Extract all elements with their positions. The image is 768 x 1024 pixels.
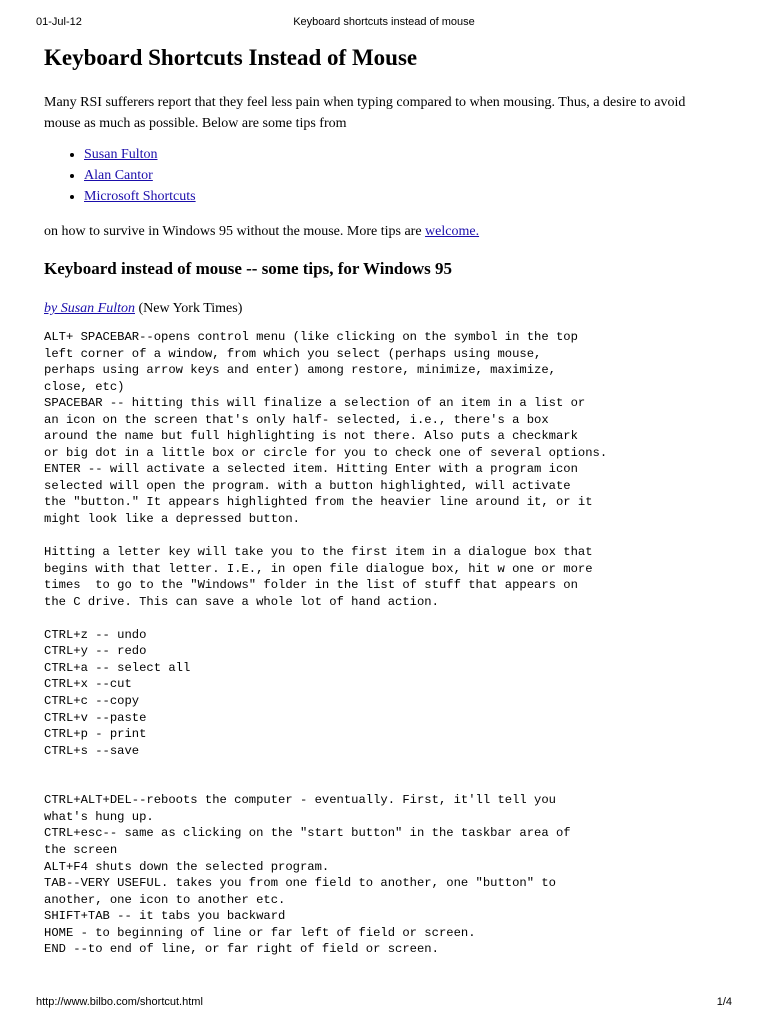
list-item <box>84 144 724 165</box>
link-alan-cantor[interactable]: Alan Cantor <box>84 168 153 183</box>
section-heading: Keyboard instead of mouse -- some tips, for Windows 95 <box>44 259 453 278</box>
link-susan-fulton[interactable]: Susan Fulton <box>84 147 158 162</box>
link-microsoft-shortcuts[interactable]: Microsoft Shortcuts <box>84 189 196 204</box>
outro-text: on how to survive in Windows 95 without the mouse. More tips are <box>44 224 426 239</box>
list-item <box>84 186 724 207</box>
byline-source: (New York Times) <box>135 301 243 316</box>
list-item <box>84 165 724 186</box>
tips-source-list <box>44 144 724 207</box>
byline <box>44 298 724 319</box>
page-number: 1/4 <box>716 996 732 1008</box>
tips-text: ALT+ SPACEBAR--opens control menu (like clicking on the symbol in the top left corner of a window, from which you select (perhaps using mouse, perhaps using arrow keys and enter) among restore, minimize, maximize, close, etc) SPACEBAR -- hitting this will finalize a selection of an item in a list or an icon on the screen that's only half- selected, i.e., there's a box around the name but full highlighting is not there. Also puts a checkmark or big dot in a little box or circle for you to check one of several options. ENTER -- will activate a selected item. Hitting Enter with a program icon selected will open the program. with a button highlighted, will activate the "button." It appears highlighted from the heavier line around it, or it might look like a depressed button. Hitting a letter key will take you to the first item in a dialogue box that begins with that letter. I.E., in open file dialogue box, hit w one or more times to go to the "Windows" folder in the list of stuff that appears on the C drive. This can save a whole lot of hand action. CTRL+z -- undo CTRL+y -- redo CTRL+a -- select all CTRL+x --cut CTRL+c --copy CTRL+v --paste CTRL+p - print CTRL+s --save CTRL+ALT+DEL--reboots the computer - eventually. First, it'll tell you what's hung up. CTRL+esc-- same as clicking on the "start button" in the taskbar area of the screen ALT+F4 shuts down the selected program. TAB--VERY USEFUL. takes you from one field to another, one "button" to another, one icon to another etc. SHIFT+TAB -- it tabs you backward HOME - to beginning of line or far left of field or screen. END --to end of line, or far right of field or screen. <box>44 330 608 957</box>
page-title: Keyboard Shortcuts Instead of Mouse <box>44 45 418 70</box>
outro-paragraph <box>44 221 724 242</box>
print-page-title: Keyboard shortcuts instead of mouse <box>293 16 475 28</box>
print-date: 01-Jul-12 <box>36 16 82 28</box>
print-url: http://www.bilbo.com/shortcut.html <box>36 996 203 1008</box>
article <box>44 44 724 958</box>
print-footer <box>36 996 732 1012</box>
link-welcome[interactable]: welcome. <box>425 224 480 239</box>
link-by-susan-fulton[interactable]: by Susan Fulton <box>44 301 135 316</box>
print-header <box>36 16 732 32</box>
intro-paragraph: Many RSI sufferers report that they feel less pain when typing compared to when mousing. Thus, a desire to avoid mouse as much as possible. Below are some tips from <box>44 95 686 131</box>
